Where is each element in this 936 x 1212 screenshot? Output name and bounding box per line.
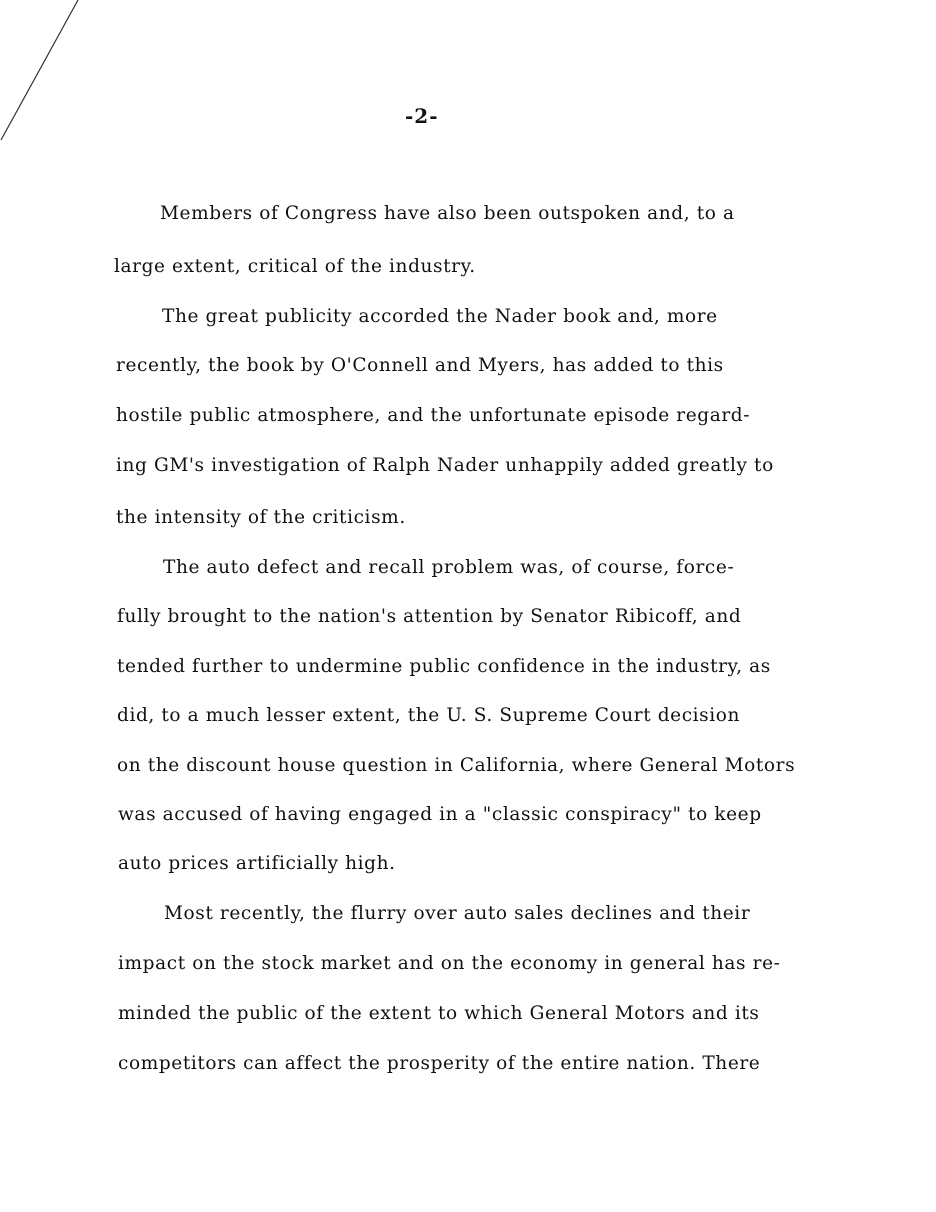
text-line: was accused of having engaged in a "classic conspiracy" to keep <box>118 804 762 825</box>
text-line: recently, the book by O'Connell and Myers, has added to this <box>116 355 724 376</box>
text-line: Members of Congress have also been outspoken and, to a <box>160 203 735 224</box>
text-line: impact on the stock market and on the economy in general has re- <box>118 953 781 974</box>
text-line: did, to a much lesser extent, the U. S. Supreme Court decision <box>117 705 741 726</box>
text-line: minded the public of the extent to which General Motors and its <box>118 1003 760 1024</box>
text-line: hostile public atmosphere, and the unfortunate episode regard- <box>116 405 751 426</box>
text-line: tended further to undermine public confidence in the industry, as <box>117 656 771 677</box>
text-line: Most recently, the flurry over auto sales declines and their <box>164 903 751 924</box>
text-line: large extent, critical of the industry. <box>114 256 476 277</box>
text-line: ing GM's investigation of Ralph Nader unhappily added greatly to <box>116 455 774 476</box>
page-number: -2- <box>405 104 439 128</box>
text-line: fully brought to the nation's attention by Senator Ribicoff, and <box>117 606 742 627</box>
text-line: on the discount house question in California, where General Motors <box>117 755 796 776</box>
text-line: The auto defect and recall problem was, of course, force- <box>163 557 735 578</box>
text-line: competitors can affect the prosperity of the entire nation. There <box>118 1053 761 1074</box>
pen-stroke-mark <box>0 0 100 150</box>
text-line: auto prices artificially high. <box>118 853 396 874</box>
text-line: the intensity of the criticism. <box>116 507 406 528</box>
text-line: The great publicity accorded the Nader book and, more <box>162 306 718 327</box>
